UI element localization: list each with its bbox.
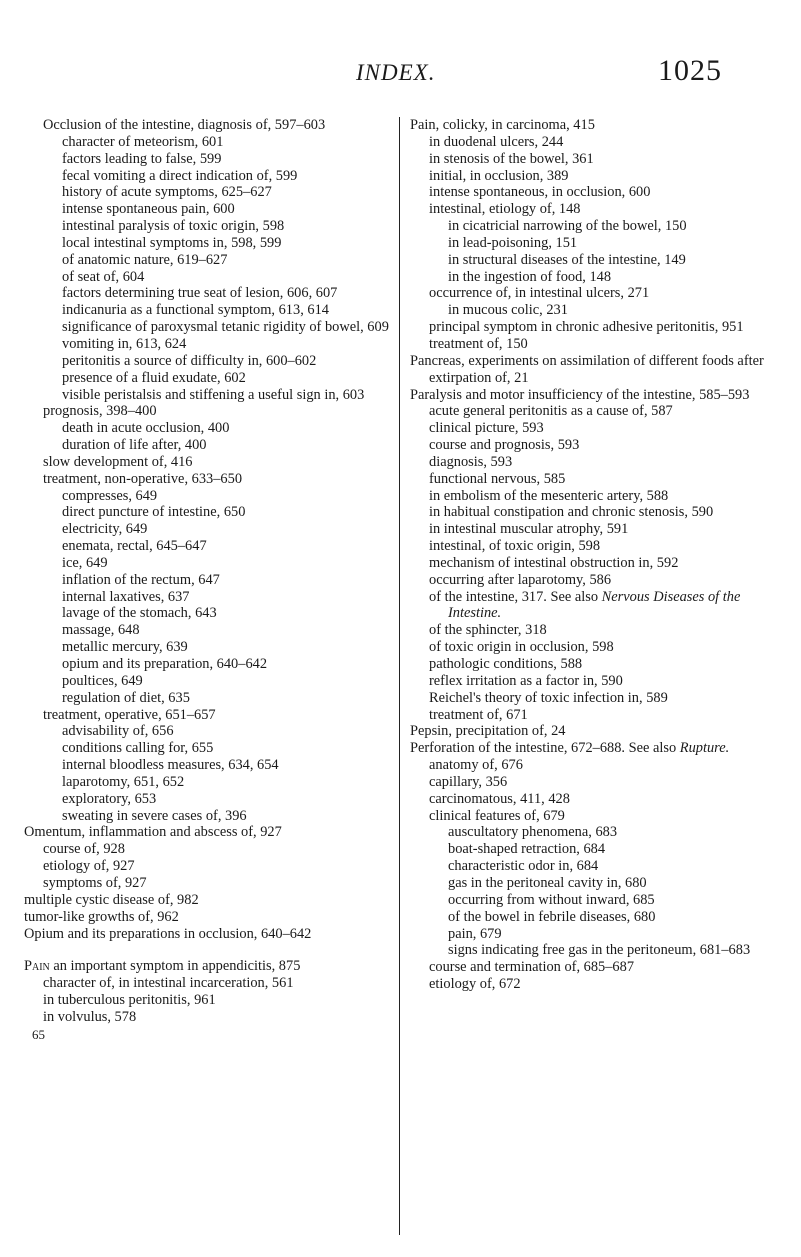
index-entry: in tuberculous peritonitis, 961 bbox=[43, 992, 216, 1009]
index-entry: duration of life after, 400 bbox=[62, 437, 207, 454]
index-entry: in embolism of the mesenteric artery, 588 bbox=[429, 487, 669, 504]
index-entry: in mucous colic, 231 bbox=[448, 302, 568, 319]
index-column-left bbox=[24, 117, 396, 1044]
index-entry: occurring from without inward, 685 bbox=[448, 891, 655, 908]
index-entry: functional nervous, 585 bbox=[429, 470, 566, 487]
index-entry: treatment, operative, 651–657 bbox=[43, 706, 216, 723]
index-entry: tumor-like growths of, 962 bbox=[24, 908, 179, 925]
index-entry: boat-shaped retraction, 684 bbox=[448, 841, 606, 858]
index-entry: Pancreas, experiments on assimilation of different foods after extirpation of, 21 bbox=[410, 352, 764, 386]
index-entry: multiple cystic disease of, 982 bbox=[24, 891, 199, 908]
index-entry: Occlusion of the intestine, diagnosis of, 597–603 bbox=[43, 117, 326, 133]
index-entry: in stenosis of the bowel, 361 bbox=[429, 150, 594, 167]
index-entry: laparotomy, 651, 652 bbox=[62, 773, 185, 790]
index-entry: course and termination of, 685–687 bbox=[429, 959, 635, 976]
index-entry: slow development of, 416 bbox=[43, 453, 193, 470]
index-entry: electricity, 649 bbox=[62, 521, 148, 538]
index-column-right bbox=[410, 117, 782, 993]
index-entry: sweating in severe cases of, 396 bbox=[62, 807, 247, 824]
index-entry: compresses, 649 bbox=[62, 487, 158, 504]
index-entry: direct puncture of intestine, 650 bbox=[62, 504, 246, 521]
index-entry: Pain an important symptom in appendicitis, 875 bbox=[24, 958, 301, 975]
index-entry: reflex irritation as a factor in, 590 bbox=[429, 672, 623, 689]
index-entry: of anatomic nature, 619–627 bbox=[62, 251, 228, 268]
index-entry: occurring after laparotomy, 586 bbox=[429, 571, 612, 588]
index-entry: in the ingestion of food, 148 bbox=[448, 268, 612, 285]
index-entry: etiology of, 927 bbox=[43, 858, 135, 875]
index-entry: of the intestine, 317. See also Nervous Diseases of the Intestine. bbox=[429, 588, 741, 622]
index-entry: lavage of the stomach, 643 bbox=[62, 605, 217, 622]
index-entry: enemata, rectal, 645–647 bbox=[62, 538, 207, 555]
index-entry: intestinal paralysis of toxic origin, 598 bbox=[62, 218, 285, 235]
index-entry: clinical picture, 593 bbox=[429, 420, 544, 437]
index-entry: vomiting in, 613, 624 bbox=[62, 335, 187, 352]
index-entry: internal laxatives, 637 bbox=[62, 588, 190, 605]
running-title: INDEX. bbox=[356, 60, 436, 85]
index-entry: Pain, colicky, in carcinoma, 415 bbox=[410, 117, 595, 133]
index-entry: ice, 649 bbox=[62, 554, 108, 571]
index-entry: advisability of, 656 bbox=[62, 723, 174, 740]
index-entry: acute general peritonitis as a cause of, 587 bbox=[429, 403, 673, 420]
index-entry: internal bloodless measures, 634, 654 bbox=[62, 757, 279, 774]
index-entry: capillary, 356 bbox=[429, 773, 508, 790]
index-entry: carcinomatous, 411, 428 bbox=[429, 790, 570, 807]
index-entry: symptoms of, 927 bbox=[43, 874, 147, 891]
index-entry: intense spontaneous pain, 600 bbox=[62, 201, 235, 218]
index-entry: intestinal, etiology of, 148 bbox=[429, 201, 581, 218]
index-entry: inflation of the rectum, 647 bbox=[62, 571, 220, 588]
index-entry: etiology of, 672 bbox=[429, 976, 521, 993]
index-entry: treatment of, 150 bbox=[429, 335, 528, 352]
index-entry: intestinal, of toxic origin, 598 bbox=[429, 538, 601, 555]
index-entry: peritonitis a source of difficulty in, 600–602 bbox=[62, 352, 317, 369]
index-entry: significance of paroxysmal tetanic rigidity of bowel, 609 bbox=[62, 319, 389, 336]
index-entry: principal symptom in chronic adhesive peritonitis, 951 bbox=[429, 319, 744, 336]
index-entry: factors determining true seat of lesion, 606, 607 bbox=[62, 285, 338, 302]
signature-mark: 65 bbox=[32, 1026, 45, 1042]
index-entry: massage, 648 bbox=[62, 622, 140, 639]
index-entry: presence of a fluid exudate, 602 bbox=[62, 369, 246, 386]
index-entry: mechanism of intestinal obstruction in, 592 bbox=[429, 554, 679, 571]
index-entry: course of, 928 bbox=[43, 841, 125, 858]
index-entry: exploratory, 653 bbox=[62, 790, 157, 807]
index-entry: course and prognosis, 593 bbox=[429, 437, 580, 454]
index-entry: in intestinal muscular atrophy, 591 bbox=[429, 521, 629, 538]
index-entry: indicanuria as a functional symptom, 613, 614 bbox=[62, 302, 329, 319]
index-entry: visible peristalsis and stiffening a useful sign in, 603 bbox=[62, 386, 365, 403]
index-entry: Reichel's theory of toxic infection in, 589 bbox=[429, 689, 668, 706]
index-entry: of the bowel in febrile diseases, 680 bbox=[448, 908, 656, 925]
index-entry: of the sphincter, 318 bbox=[429, 622, 547, 639]
index-entry: Paralysis and motor insufficiency of the intestine, 585–593 bbox=[410, 386, 750, 403]
index-entry: Perforation of the intestine, 672–688. See also Rupture. bbox=[410, 740, 730, 757]
index-entry: character of meteorism, 601 bbox=[62, 133, 224, 150]
page-header bbox=[0, 52, 801, 92]
index-entry: poultices, 649 bbox=[62, 672, 143, 689]
index-entry: prognosis, 398–400 bbox=[43, 403, 157, 420]
index-entry: gas in the peritoneal cavity in, 680 bbox=[448, 874, 647, 891]
index-entry: death in acute occlusion, 400 bbox=[62, 420, 230, 437]
index-entry: in lead-poisoning, 151 bbox=[448, 234, 578, 251]
index-entry: anatomy of, 676 bbox=[429, 757, 523, 774]
index-entry: Omentum, inflammation and abscess of, 927 bbox=[24, 824, 282, 841]
index-entry: treatment, non-operative, 633–650 bbox=[43, 470, 243, 487]
index-entry: characteristic odor in, 684 bbox=[448, 858, 599, 875]
index-entry: initial, in occlusion, 389 bbox=[429, 167, 569, 184]
index-entry: Opium and its preparations in occlusion, 640–642 bbox=[24, 925, 312, 942]
index-entry: treatment of, 671 bbox=[429, 706, 528, 723]
index-entry: character of, in intestinal incarceration, 561 bbox=[43, 975, 294, 992]
index-entry: factors leading to false, 599 bbox=[62, 150, 222, 167]
see-also-reference: Rupture. bbox=[679, 740, 730, 757]
index-entry: in volvulus, 578 bbox=[43, 1008, 137, 1025]
see-also-reference: Nervous Diseases of the Intestine. bbox=[448, 588, 741, 622]
index-entry: of seat of, 604 bbox=[62, 268, 145, 285]
index-entry: pain, 679 bbox=[448, 925, 502, 942]
index-entry: pathologic conditions, 588 bbox=[429, 656, 583, 672]
index-entry: intense spontaneous, in occlusion, 600 bbox=[429, 184, 651, 201]
index-entry: of toxic origin in occlusion, 598 bbox=[429, 639, 614, 656]
index-entry: auscultatory phenomena, 683 bbox=[448, 824, 618, 841]
index-entry: metallic mercury, 639 bbox=[62, 639, 188, 656]
index-entry: occurrence of, in intestinal ulcers, 271 bbox=[429, 285, 650, 302]
index-entry: fecal vomiting a direct indication of, 599 bbox=[62, 167, 298, 184]
index-entry: history of acute symptoms, 625–627 bbox=[62, 184, 272, 201]
index-entry: in duodenal ulcers, 244 bbox=[429, 133, 564, 150]
page-number: 1025 bbox=[658, 54, 722, 87]
index-entry: in habitual constipation and chronic stenosis, 590 bbox=[429, 504, 714, 521]
index-entry: Pepsin, precipitation of, 24 bbox=[410, 723, 566, 740]
column-divider bbox=[399, 117, 400, 1235]
entry-lead-word: Pain bbox=[24, 958, 50, 975]
index-entry: in structural diseases of the intestine, 149 bbox=[448, 251, 686, 268]
index-entry: diagnosis, 593 bbox=[429, 453, 513, 470]
index-entry: signs indicating free gas in the peritoneum, 681–683 bbox=[448, 942, 751, 959]
index-entry: conditions calling for, 655 bbox=[62, 740, 214, 757]
index-entry: local intestinal symptoms in, 598, 599 bbox=[62, 234, 282, 251]
index-entry: opium and its preparation, 640–642 bbox=[62, 656, 268, 672]
index-entry: regulation of diet, 635 bbox=[62, 689, 190, 706]
index-entry: in cicatricial narrowing of the bowel, 150 bbox=[448, 218, 687, 235]
index-entry: clinical features of, 679 bbox=[429, 807, 565, 824]
